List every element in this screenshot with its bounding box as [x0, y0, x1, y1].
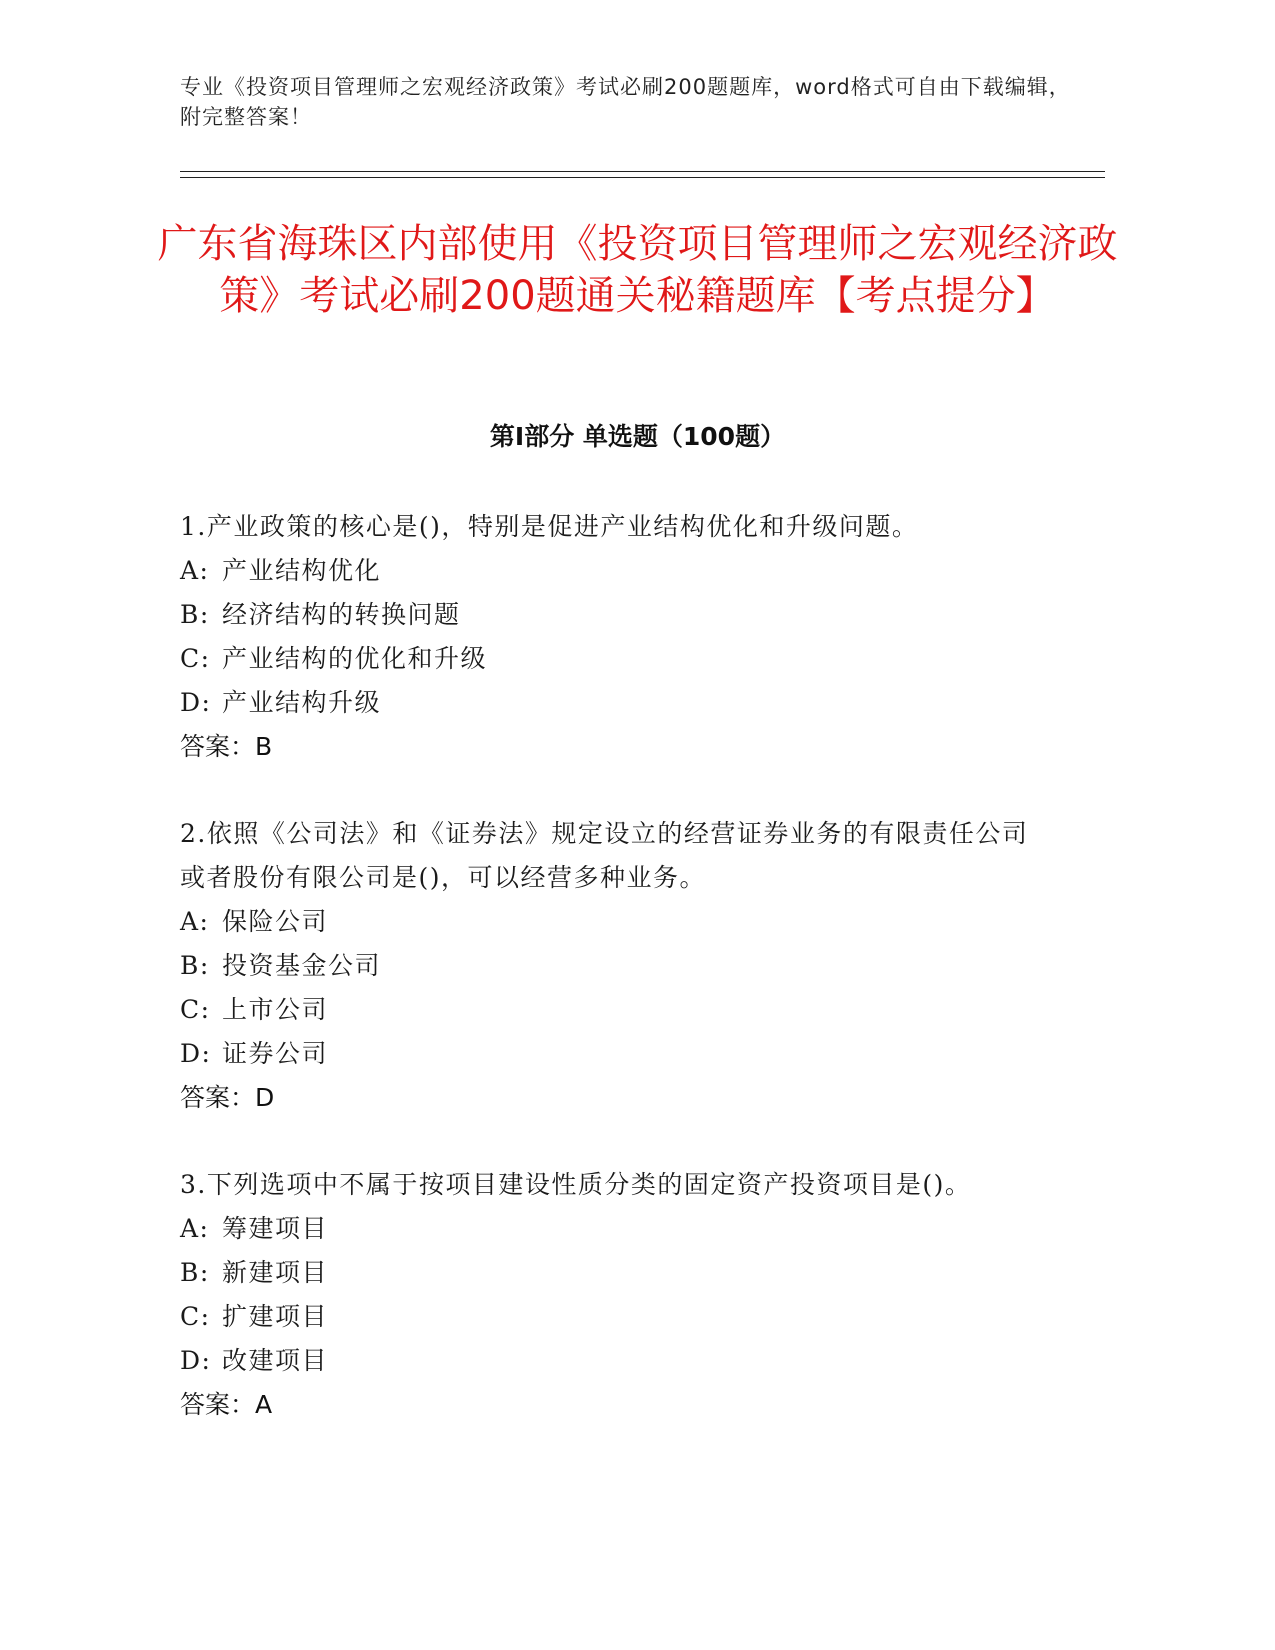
option-letter: B: [180, 1258, 210, 1287]
option-a [180, 549, 1040, 593]
option-letter: D: [180, 688, 212, 717]
answer-line: 答案：B [180, 732, 273, 761]
document-title: 广东省海珠区内部使用《投资项目管理师之宏观经济政策》考试必刷200题通关秘籍题库【考点提分】 [157, 221, 1118, 319]
option-text: 新建项目 [222, 1258, 329, 1287]
option-text: 保险公司 [222, 907, 329, 936]
option-d [180, 1032, 1040, 1076]
option-text: 经济结构的转换问题 [222, 600, 461, 629]
option-b [180, 593, 1040, 637]
option-text: 产业结构优化 [222, 556, 382, 585]
option-b [180, 1251, 1040, 1295]
option-letter: C: [180, 1302, 211, 1331]
question-stem: 3.下列选项中不属于按项目建设性质分类的固定资产投资项目是()。 [180, 1170, 972, 1199]
option-text: 投资基金公司 [222, 951, 382, 980]
option-c [180, 637, 1040, 681]
answer-line: 答案：A [180, 1390, 273, 1419]
answer-line: 答案：D [180, 1083, 275, 1112]
option-d [180, 681, 1040, 725]
option-c [180, 1295, 1040, 1339]
option-text: 筹建项目 [222, 1214, 329, 1243]
option-letter: D: [180, 1039, 212, 1068]
option-a [180, 1207, 1040, 1251]
option-text: 产业结构的优化和升级 [222, 644, 488, 673]
question-stem: 1.产业政策的核心是()，特别是促进产业结构优化和升级问题。 [180, 512, 919, 541]
option-letter: B: [180, 951, 210, 980]
option-letter: A: [180, 1214, 210, 1243]
option-letter: C: [180, 644, 211, 673]
option-c [180, 988, 1040, 1032]
section-heading: 第Ⅰ部分 单选题（100题） [489, 422, 786, 451]
option-letter: C: [180, 995, 211, 1024]
option-letter: B: [180, 600, 210, 629]
option-text: 产业结构升级 [222, 688, 382, 717]
option-text: 上市公司 [222, 995, 329, 1024]
option-letter: A: [180, 907, 210, 936]
header-rule-top [180, 171, 1105, 172]
option-text: 改建项目 [222, 1346, 329, 1375]
question-stem: 2.依照《公司法》和《证券法》规定设立的经营证券业务的有限责任公司或者股份有限公司是()，可以经营多种业务。 [180, 819, 1029, 892]
question-list [180, 505, 1040, 1470]
option-text: 扩建项目 [222, 1302, 329, 1331]
option-letter: D: [180, 1346, 212, 1375]
header-rule-bottom [180, 177, 1105, 178]
question-1 [180, 505, 1040, 769]
option-a [180, 900, 1040, 944]
question-3 [180, 1163, 1040, 1427]
option-d [180, 1339, 1040, 1383]
option-letter: A: [180, 556, 210, 585]
option-text: 证券公司 [222, 1039, 329, 1068]
option-b [180, 944, 1040, 988]
header-note: 专业《投资项目管理师之宏观经济政策》考试必刷200题题库，word格式可自由下载编辑，附完整答案！ [180, 75, 1071, 129]
question-2 [180, 812, 1040, 1120]
